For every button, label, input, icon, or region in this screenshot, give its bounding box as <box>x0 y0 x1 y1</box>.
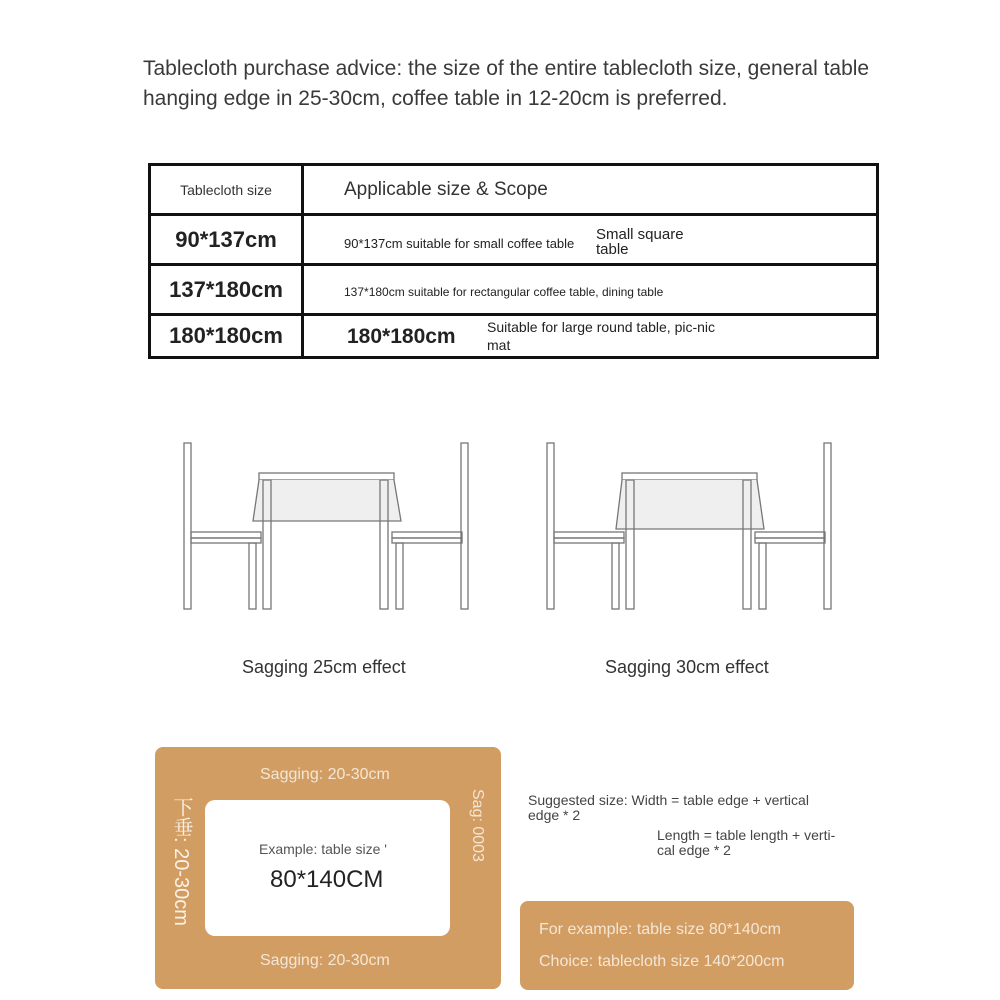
chair-leg-left <box>249 543 256 609</box>
chair-rail-left <box>191 538 261 543</box>
table-scene-right <box>538 435 838 615</box>
example-label: Example: table size ' <box>259 841 387 857</box>
suggested-width: Suggested size: Width = table edge + vertical edge * 2 <box>528 792 809 823</box>
caption-right: Sagging 30cm effect <box>605 657 769 677</box>
chair-seat-left <box>191 532 261 538</box>
row-desc: 180*180cm <box>347 325 456 348</box>
chair-rail-left <box>554 538 624 543</box>
table-top <box>259 473 394 480</box>
size-table <box>148 163 879 359</box>
caption-left: Sagging 25cm effect <box>242 657 406 677</box>
chair-rail-right <box>755 538 825 543</box>
row-desc: 90*137cm suitable for small coffee table <box>344 236 575 251</box>
table-top <box>622 473 757 480</box>
sag-top-label: Sagging: 20-30cm <box>260 766 390 783</box>
example-line-2: Choice: tablecloth size 140*200cm <box>539 953 785 970</box>
example-box <box>520 901 854 990</box>
table-scene-left <box>175 435 475 615</box>
chair-back-right <box>824 443 831 609</box>
chair-seat-left <box>554 532 624 538</box>
suggested-length: Length = table length + verti-cal edge * 2 <box>657 827 836 858</box>
chair-back-left <box>547 443 554 609</box>
tablecloth-diagram <box>155 747 501 989</box>
row-desc-cell <box>303 265 878 315</box>
example-size: 80*140CM <box>270 866 384 893</box>
example-line-1: For example: table size 80*140cm <box>539 921 781 938</box>
row-desc: 137*180cm suitable for rectangular coffee table, dining table <box>344 285 664 299</box>
row-extra: Small square table <box>596 226 684 258</box>
tablecloth-drape <box>616 480 764 529</box>
sag-left-label: 下垂: 20-30cm <box>170 797 192 926</box>
chair-leg-right <box>759 543 766 609</box>
chair-back-left <box>184 443 191 609</box>
row-extra: Suitable for large round table, pic-nic mat <box>487 319 716 353</box>
row-size: 180*180cm <box>150 315 303 358</box>
intro-text: Tablecloth purchase advice: the size of the entire tablecloth size, general table hanging edge in 25-30cm, coffee table in 12-20cm is preferred. <box>143 57 870 110</box>
sag-right-label: Sag: 0003 <box>469 789 486 862</box>
chair-rail-right <box>392 538 462 543</box>
sag-bottom-label: Sagging: 20-30cm <box>260 952 390 969</box>
header-scope: Applicable size & Scope <box>303 165 878 215</box>
header-size: Tablecloth size <box>150 165 303 215</box>
chair-seat-right <box>755 532 825 538</box>
table-top-area <box>205 800 450 936</box>
row-desc-cell <box>303 315 878 358</box>
row-desc-cell <box>303 215 878 265</box>
row-size: 137*180cm <box>150 265 303 315</box>
table-row <box>150 265 878 315</box>
table-row <box>150 315 878 358</box>
chair-leg-left <box>612 543 619 609</box>
chair-seat-right <box>392 532 462 538</box>
tablecloth-drape <box>253 480 401 521</box>
table-header-row <box>150 165 878 215</box>
chair-leg-right <box>396 543 403 609</box>
chair-back-right <box>461 443 468 609</box>
row-size: 90*137cm <box>150 215 303 265</box>
table-row <box>150 215 878 265</box>
